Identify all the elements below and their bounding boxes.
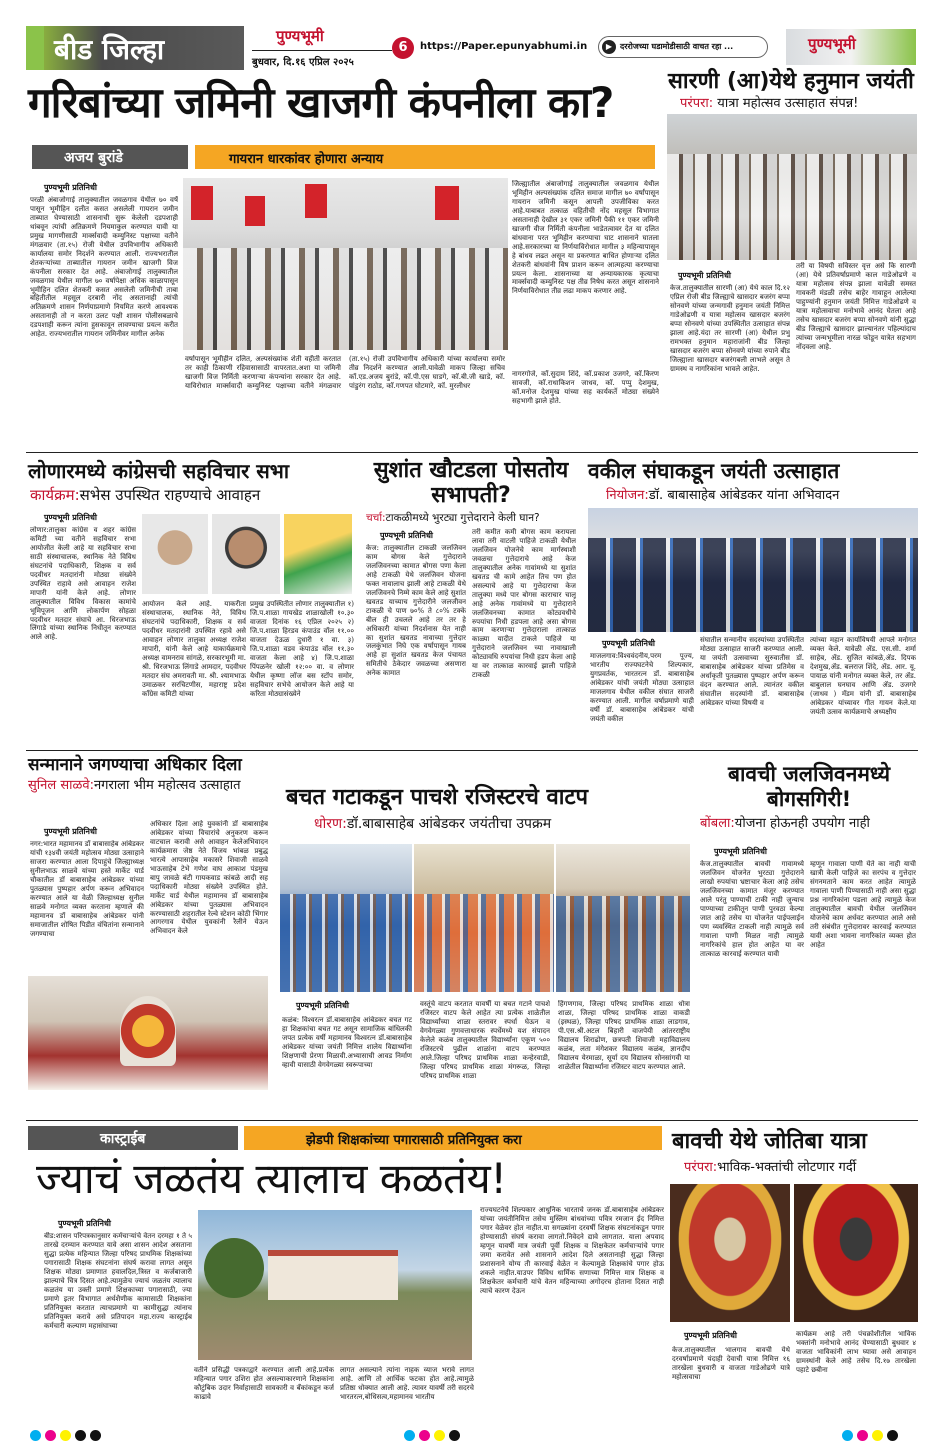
lonar-column-1: लोणार:तालुका कांग्रेस व शहर कांग्रेस कमिटी च्या वतीने सहविचार सभा आयोजीत केली आहे या सहविचार सभा साठी संस्थाचालक, स्थानिक नेते विविध संघटनांचे पदाधिकारी, शिक्षक व सर्व पदवीधर मतदारांनी मोठ्या संख्येने उपस्थित राहावे असे आवाहन राजेश मापारी यांनी केले आहे. लोणार तालुक्यातील विविध विकास कामांचे भूमिपूजन आणि लोकार्पण सोहळा पदवीधर मतदार संघाचे आ. धिरजभाऊ लिंगाडे यांच्या स्थानिक निधीतून करण्यात आले आहे. [30, 526, 136, 642]
castribe-headline: ज्याचं जळतंय त्यालाच कळतंय! [36, 1154, 507, 1203]
brand-logo: पुण्यभूमी [276, 27, 324, 45]
jotiba-subhead [684, 1160, 856, 1176]
sanman-column-2: अधिकार दिला आहे युवकांनी डॉ बाबासाहेब आंबेडकर यांच्या विचारांचे अनुकरण करून वाटचाल करावी असे आवाहन केलेअभिवादन कार्यक्रमास जेष्ठ नेते विजय भांबळ प्रबुद्ध भारत्ये आपासाहेब मकासरे शिवाजी साळवे भाऊसाहेब टेभे गणेश वाघ आकाश पंडमुख बापु जावळे बंटी गायकवाड कांबळे आदी सह पदाधिकारी मोठ्या संख्येने उपस्थित होते. मार्केट यार्ड येथील महामानव डॉ बाबासाहेब आंबेडकर यांच्या पुतळ्यास अभिवादन करण्यासाठी शहरातील रेल्वे स्टेशन कोठी भिंगार आगरगाव येथील युवकांनी रैलीने येऊन अभिवादन केले [150, 820, 268, 936]
registration-marks-right [840, 1426, 900, 1445]
registration-marks-left [28, 1426, 103, 1445]
reg-dot-magenta [45, 1430, 56, 1441]
castribe-column-3: लागत असल्याने त्यांना नाहक व्याज भरावे लागत आहे. आणि तो आर्थिक फटका होत आहे.त्यामुळे प्रतिष्ठा धोक्यात आली आहे. त्यावर यावर्षी तरी सदरचे भारतरत्न,बोधिसत्व,महामानव भारतीय [340, 1366, 474, 1401]
dateline: बुधवार, दि.१६ एप्रिल २०२५ [252, 57, 354, 68]
reg-dot-black [75, 1430, 86, 1441]
lead-photo-protest [183, 178, 508, 350]
row-divider-2 [26, 750, 918, 751]
sarani-sub: यात्रा महोत्सव उत्साहात संपन्न! [713, 96, 859, 111]
jotiba-kicker: परंपरा: [684, 1160, 718, 1175]
bachat-kids-1 [280, 894, 412, 992]
bavachi-kicker: बोंबला: [700, 816, 735, 831]
bavachi-column-2: म्हणून गावाला पाणी येते का नाही याची खात्री केली पाहिजे का सरपंच व गुत्तेदार संगनमताने काम करत आहेत त्यामुळे गावाला पाणी पिण्यासाठी नाही असा सुद्धा प्रश्न नागरिकांना पडला आहे त्यामुळे केज तालुक्यातील बावची येथील जलजिवन योजनेचे काम अर्धवट करण्यात आले असे तरी संबंधीत गुत्तेदारावर कारवाई करण्यात यावी अशा भावना नागरिकांत व्यक्त होत आहेत [810, 860, 916, 949]
sushant-column-2: तरी कमीत कमी बोगस काम करायला लावा तरी वाटली पाहिजे टाकळी येथील जलजिवन योजनेचे काम मार्गस्थाशी जवळचा गुत्तेदाराचे आहे केज तालुक्यातील अनेक गावांमध्ये या सुशांत खवतड ची कामे आहेत तिच पण होत असल्याचे आहे या गुत्तेदाराचा केज तालुक्या मध्ये पार बोगस काराचार चालू आहे अनेक गावांमध्ये या गुत्तेदाराने जलजिवनच्या कामात कोट्यवधीचे रुपयांचा निधी हडपला आहे असा बोगस काम करणाऱ्या गुत्तेदाराला तात्काळ काळ्या यादीत टाकले पाहिजे या गुत्तेदाराने जलजिवन च्या नावाखाली कोट्यावधि रुपयांचा निधी हडप केला आहे या वर तात्काळ कारवाई झाली पाहिजे टाकळी [472, 528, 576, 680]
jotiba-sub: भाविक-भक्तांची लोटणार गर्दी [717, 1160, 857, 1175]
lonar-subhead [30, 486, 260, 504]
sarani-crowd [667, 154, 917, 260]
jotiba-photo-idol-2 [794, 1184, 918, 1322]
bachat-photo-3 [556, 844, 690, 992]
vakil-kicker: नियोजन: [606, 488, 649, 503]
flag-4 [435, 186, 459, 220]
sarani-kicker: परंपरा: [680, 96, 714, 111]
lead-strap-band [195, 145, 655, 169]
sarani-byline: पुण्यभूमी प्रतिनिधी [678, 271, 731, 280]
jotiba-column-2: कार्यक्रम आहे तरी पंचक्रोशीतील भाविक भक्तांनी मनोभावे आनंद घेण्यासाठी बुधवार ४ वाजता भाविकांनी लाभ घ्यावा असे आवाहन ग्रामस्थांनी केले आहे तसेच दि.१७ तारखेला पहाटे छबीना [796, 1330, 916, 1374]
bachat-column-2: वस्तूंचे वाटप करतात यावर्षी या बचत गटाने पाचशे रजिस्टर वाटप केले आहेत त्या प्रत्येक शाळेतील विद्यार्थ्यांच्या शाळा स्तरावर स्पर्धा घेऊन व वेगवेगळ्या गुणवत्ताधारक स्पर्धेमध्ये यश संपादन केलेले कळंब तालुक्यातील विद्यार्थ्यांना एकूण ५०० रजिस्टरचे पुढील शाळांना वाटप करण्यात आले.जिल्हा परिषद प्राथमिक शाळा कन्हेरवाडी, जिल्हा परिषद प्राथमिक शाळा मंगरूळ, जिल्हा परिषद प्राथमिक शाळा [420, 1000, 550, 1080]
lead-strap: गायरान धारकांवर होणारा अन्याय [229, 152, 384, 167]
lead-author-band [32, 145, 188, 169]
lead-headline: गरिबांच्या जमिनी खाजगी कंपनीला का? [28, 78, 614, 127]
lonar-portrait-3 [284, 514, 352, 594]
sushant-sub: टाकळीमध्ये भुरट्या गुत्तेदाराने केली घान? [385, 512, 540, 524]
lead-byline: पुण्यभूमी प्रतिनिधी [44, 183, 97, 192]
sanman-headline: सन्मानाने जगण्याचा अधिकार दिला [28, 755, 242, 775]
sushant-byline: पुण्यभूमी प्रतिनिधी [380, 531, 433, 540]
lonar-kicker: कार्यक्रम: [30, 486, 80, 504]
bachat-sub: डॉ.बाबासाहेब आंबेडकर जयंतीचा उपक्रम [346, 816, 552, 832]
sanman-sub: नगराला भीम महोत्सव उत्साहात [93, 778, 241, 793]
teaser-text: दररोजच्या घडामोडीसाठी वाचत रहा ... [620, 42, 734, 51]
row-divider-1 [26, 452, 918, 453]
bachat-photo-1 [280, 844, 412, 992]
brand-right-text: पुण्यभूमी [808, 35, 856, 53]
bavachi-column-1: केज.तालुक्यातील बावची गावामध्ये जलजिवन योजनेत भुरट्या गुत्तेदाराने लाखो रुपयांचा भ्रष्टाचार केला आहे तसेच जलजिवनच्या कामात मंजूर करण्यात आले परंतु पाण्याची टाकी नाही जुन्याच पाण्याच्या टाकीतून पाणी पुरवठा केल्या जात आहे तसेच या योजनेत पाईपलाईन पण व्यवस्थित टाकली नाही त्यामुळे सर्व गावाला पाणी मिळत नाही त्यामुळे नागरिकांचे हाल होत आहेत या वर तात्काळ कारवाई करण्यात यावी [700, 860, 804, 958]
sarani-subhead [680, 96, 858, 112]
jotiba-byline: पुण्यभूमी प्रतिनिधी [684, 1331, 737, 1340]
reg-dot-cyan [30, 1430, 41, 1441]
page-number: 6 [392, 37, 414, 59]
vakil-column-2: संघातील सन्मानीय सदस्यांच्या उपस्थितीत मोठ्या उत्साहात साजरी करण्यात आली. या जयंती उत्सवाच्या सुरुवातीस डॉ. बाबासाहेब आंबेडकर यांच्या प्रतिमेस व अर्धाकृती पुतळ्यास पुष्पहार अर्पण करून वंदन करण्यात आले. त्यानंतर वकील संघातील सदस्यांनी डॉ. बाबासाहेब आंबेडकर यांच्या विषयी व [700, 636, 804, 707]
vakil-headline: वकील संघाकडून जयंती उत्साहात [588, 459, 840, 483]
bachat-column-3: हिंगणगाव, जिल्हा परिषद प्राथमिक शाळा धोत्रा शाळा, जिल्हा परिषद प्राथमिक शाळा वाकडी (इस्थळ), जिल्हा परिषद प्राथमिक शाळा लाडगाव, पी.एस.श्री.अटल बिहारी वाजपेयी आंतरराष्ट्रीय विद्यालय शिराढोण, छत्रपती शिवाजी महाविद्यालय कळंब, लता मंगेशकर विद्यालय कळंब, ज्ञानदीप विद्यालय येरमाळा, सूर्या दय विद्यालय सोनसांगवी या शाळेतील विद्यार्थ्यांना रजिस्टर वाटप करण्यात आले. [558, 1000, 690, 1071]
lonar-portrait-1 [142, 514, 208, 594]
bachat-photo-2 [414, 844, 554, 992]
sushant-headline: सुशांत खौटडला पोसतोय सभापती? [373, 458, 569, 509]
bachat-headline: बचत गटाकडून पाचशे रजिस्टरचे वाटप [286, 785, 589, 810]
sarani-photo [667, 114, 917, 260]
castribe-column-1: बीड:शासन परिपत्रकानुसार कर्मचाऱ्यांचे वेतन दरमहा १ ते ५ तारखे दरम्यान करण्यात यावे असा शासन आदेश असताना सुद्धा प्रत्येक महिन्यात जिल्हा परिषद प्राथमिक शिक्षकांच्या पगारासाठी शिक्षक संघटनांना संघर्ष करावा लागत असून शिक्षक मोठ्या प्रमाणात हवालदिल,त्रिस्त व कर्जबाजारी झाल्याचे चित्र दिसत आहे.त्यामुळेच ज्याचं जळतंय त्यालाच कळतंय या उक्ती प्रमाणे शिक्षकाच्या पगारासाठी, ज्या प्रमाणे इतर विभागात अर्थशैणीक कामासाठी शिक्षकांना प्रतिनियुक्त करतात त्याचप्रमाणे या कामीसुद्धा त्यांनाच प्रतिनियुक्त करावे असे प्रतिपादन महा.राज्य कास्ट्राईब कर्मचारी कल्याण महासंघाच्या [44, 1232, 192, 1330]
lonar-portrait-2 [212, 514, 280, 594]
reg-dot-magenta [419, 1430, 430, 1441]
bachat-subhead [314, 816, 551, 833]
bachat-kids-2 [414, 894, 554, 992]
jotiba-headline: बावची येथे जोतिबा यात्रा [672, 1129, 867, 1154]
lead-column-1: परळी अंबाजोगाई तालुक्यातील जवळगाव येथील ७० वर्षे पासून भूमीहिन दलीत कसत असलेली गायरान जमीन ताब्यात घेण्यासाठी शासनाची सुरू केलेली दडपशाही थांबवून त्यांची अतिक्रमणे नियमाकुल करण्यात यावी या प्रमुख मागणीसाठी मार्क्सवादी कम्युनिस्ट पक्षाच्या वतीने मंगळवार (ता.१५) रोजी येथील उपविभागीय अधिकारी कार्यालया समोर निदर्शने करण्यात आली. राज्यभरातील शेतकऱ्यांच्या ताब्यातील गायरान जमीन खाजगी विज कंपनीला सरकार देत आहे. अंबाजोगाई तालुक्यातील जवळगाव येथील मागील ७० वर्षापेक्षा अधिक काळापासून भूमीहिन दलित शेतकरी कसत असलेली जमिनीची ताबा बहितीतील महसूल दरबारी नोंद असतानाही त्यांची अतिक्रमणे शासन निर्णयाप्रमाणे नियमित करणे आवश्यक असतानाही तो न करता उलट पक्षी शासन पोलीसबळाचे दडपशाही करून त्यांना हुसकावून लावण्याचा प्रयत्न करीत आहेत. राज्यभरातील गायरान जमिनीवर मागील अनेक [30, 196, 178, 339]
reg-dot-black [887, 1430, 898, 1441]
bachat-kicker: धोरण: [314, 816, 347, 832]
bavachi-headline: बावची जलजिवनमध्ये बोगसगिरी! [728, 762, 890, 812]
reg-dot-magenta [857, 1430, 868, 1441]
reg-dot-cyan [404, 1430, 415, 1441]
jotiba-column-1: केज.तालुक्यातील भालगाव बावची येथे दरवर्षाप्रमाणे यंदाही देवाची यात्रा निमित्त १६ तारखेला बुधवारी व वाजता गाडेओढणे यात्रे महोत्सवाचा [672, 1346, 790, 1381]
lonar-byline: पुण्यभूमी प्रतिनिधी [44, 513, 97, 522]
play-icon: ▶ [602, 40, 616, 54]
bavachi-subhead [700, 816, 870, 832]
castribe-tag: कास्ट्राईब [100, 1131, 146, 1147]
sanman-subhead [28, 778, 241, 794]
bavachi-byline: पुण्यभूमी प्रतिनिधी [714, 847, 767, 856]
crowd [183, 248, 508, 350]
row-divider-3 [26, 1120, 918, 1121]
brand-badge-right [786, 29, 916, 65]
reg-dot-cyan [842, 1430, 853, 1441]
vakil-group [588, 538, 918, 632]
flag-1 [191, 186, 213, 220]
vakil-photo [588, 508, 918, 632]
vakil-column-1: माजलगाव:विश्ववंदनीय,परम पूज्य, भारतीय राज्यघटनेचे शिल्पकार, युगप्रवर्तक, भारतरत्न डॉ. बाबासाहेब आंबेडकर यांची जयंती मोठ्या उत्साहात माजलगाव येथील वकील संघात साजरी करण्यात आली. मागील वर्षाप्रमाणे याही वर्षी डॉ. बाबासाहेब आंबेडकर यांची जयंती वकील [590, 652, 694, 723]
lead-column-3: जिल्ह्यातील अंबाजोगाई तालुक्यातील जवळगाव येथील भूमिहीन अल्पसंख्यांक दलित समाज मागील ७० वर्षांपासून गायरान जमिनी कसून आपली उपजीविका करत आहे.याबाबत तत्काळ वहितीची नोंद महसूल विभागात असतानाही देखील ३१ एकर जमिनी पैकी ११ एकर जमिनी खाजगी वीज निर्मिती कंपनीला भाडेतत्वावर देत या दलित बांधवाना परत भूमिहीन करण्याचा घाट शासनाने घातला आहे.सरकारच्या या निर्णयाविरोधात मागील ३ महिन्यापासून हे बांधव लढत असून या प्रकरणात बाधित होणाऱ्या दलित शेतकरी बांधवांनी विष प्राशन करून आत्महत्या करण्याचा प्रयत्न केला. शासनाच्या या अन्यायकारक कृत्याचा मार्क्सवादी कम्युनिस्ट पक्ष तीव्र निषेध करत असून शासनाने निर्णयाविरोधात तीव्र लढा माकप करणार आहे. [512, 180, 659, 296]
lead-photo-caption: वर्षापासून भूमीहीन दलित, अल्पसंख्यांक शेती वहीती करतात तर काही ठिकाणी रहिवासासाठी वापरतात.अशा या जमिनी खाजगी विज निर्मिती करणाऱ्या कंपन्यांना सरकार देत आहे. याविरोधात मार्क्सवादी कम्युनिस्ट पक्षाच्या वतीने मंगळवार (ता.१५) रोजी उपविभागीय अधिकारी यांच्या कार्यालया समोर तीव्र निदर्शने करण्यात आली.यावेळी माकप जिल्हा सचिव कॉ.एड.अजय बुरांडे, कॉ.पी.एस घाडगे, कॉ.बी.जी खाडे, कॉ. पांडुरंग राठोड, कॉ.गणपत घोटमारे, कॉ. मुरलीधर [185, 355, 505, 390]
castribe-column-4: राज्यघटनेचे शिल्पकार आधुनिक भारताचे जनक डॉ.बाबासाहेब आंबेडकर यांच्या जयंतीनिमित्त तसेच मुस्लिम बांधवांच्या पवित्र रमजान ईद निमित्त पगार वेळेवर होत नाहीत.या सगळ्यांना दरवर्षी शिक्षक संघटनांकडून पगार होण्यासाठी संघर्ष करावा लागतो.निवेदने द्यावे लागतात. याला अपवाद म्हणून यावर्षी मात्र जयंती पूर्वी शिक्षक व शिक्षकेतर कर्मचाऱ्यांचे पगार जमा करावेत असे शासनाने आदेश दिले असतानाही सुद्धा जिल्हा प्रशासनाने योग्य ती कारवाई वेळेत न केल्यामुळे शिक्षकांचे पगार होऊ शकले नाहीत.याउपर विविध धार्मिक सणाच्या निमित्त मात्र शिक्षक व शिक्षकेतर कर्मचारी यांचे वेतन महिन्याच्या अगोदरच होताना दिसत नाही त्याचे कारण देऊन [480, 1206, 664, 1295]
vakil-column-3: त्यांच्या महान कार्याविषयी आपले मनोगत व्यक्त केले. यावेळी ॲड. एस.सी. शर्मा साहेब, ॲड. सुजित कांबळे,ॲड. दिपक देशमुख,ॲड. बलराज शिंदे, ॲड. आर. यू. पायाळ यांनी मनोगत व्यक्त केले, तर ॲड. बाबुलाल घनघाव आणि ॲड. उजगरे (जाधव ) मॅडम यांनी डॉ. बाबासाहेब आंबेडकर यांच्यावर गीत गायन केले.या जयंती उत्सव कार्यक्रमाचे अध्यक्षीय [810, 636, 916, 716]
castribe-strap: झेडपी शिक्षकांच्या पगारासाठी प्रतिनियुक्त करा [306, 1133, 522, 1148]
masthead [26, 26, 916, 70]
castribe-strap-band [244, 1126, 662, 1150]
edition-url[interactable]: https://Paper.epunyabhumi.in [420, 41, 588, 52]
lead-author: अजय बुरांडे [64, 150, 123, 166]
lead-column-3-tail: नागरगोजे, कॉ.सुदाम शिंदे, कॉ.प्रकाश उजगरे, कॉ.किरण सावजी, कॉ.राधाकिशन जाधव, कॉ. पप्पु देशमुख, कॉ.मनोज देशमुख यांच्या सह कार्यकर्ते मोठ्या संख्येने सहभागी झाले होते. [512, 370, 659, 405]
bavachi-sub: योजना होऊनही उपयोग नाही [734, 816, 870, 831]
reg-dot-yellow [434, 1430, 445, 1441]
section-flag [26, 26, 44, 70]
vakil-sub: डॉ. बाबासाहेब आंबेडकर यांना अभिवादन [648, 488, 840, 503]
sarani-column-2: तरी या विषयी सविस्तर वृत्त असे कि सारणी (आ) येथे प्रतिवर्षाप्रमाणे काल गाडेओढणे व यात्रा महोत्सव संपन्न झाला यावेळी समस्त गावकरी मंडळी तसेच बाहेर गावाहून आलेल्या पाहुण्यांनी हनुमान जयंती निमित्त गाडेओढणे व यात्रा महोत्सवाचा मनोभावे आनंद घेतला आहे तसेच खासदार बजरंग बप्पा सोनवणे यांनी सुद्धा बीड जिल्ह्याचे खासदार झाल्यानंतर पहिल्यांदाच त्यांच्या जन्मभूमीला नारळ फोडून यात्रेत सहभाग नोंदवला आहे. [796, 262, 916, 351]
bachat-kids-3 [556, 896, 690, 992]
castribe-building [268, 1250, 398, 1300]
sushant-kicker: चर्चा: [366, 512, 386, 524]
castribe-photo [198, 1210, 472, 1360]
section-title: बीड जिल्हा [54, 33, 165, 66]
bachat-byline: पुण्यभूमी प्रतिनिधी [296, 1001, 349, 1010]
sanman-kicker: सुनिल साळवे: [28, 778, 94, 793]
castribe-tree [204, 1238, 264, 1298]
reg-dot-yellow [872, 1430, 883, 1441]
castribe-byline: पुण्यभूमी प्रतिनिधी [58, 1219, 111, 1228]
reg-dot-yellow [60, 1430, 71, 1441]
section-badge [26, 26, 244, 70]
lonar-column-3: प्रमुख उपस्थितीत लोणार तालुक्यातील १) जि.प.शाळा गायखेड शाळाखोली १०.३० वाजता दिनांक १६ एप्रिल २०२५ २) जि.प.शाळा हिरडव कंपाउंड वॉल ११.०० वाजता देऊळ दुधारी १ वा. ३) जि.प.शाळा वडव कंपाउंड वॉल ११.३० वाजता केला आहे ४) जि.प.शाळा पिंपळनेर खोली १२:०० वा. व लोणार येथील कृष्णा लॉज बस स्टॉप समोर, सहविचार सभेचे आयोजन केले आहे या करिता मोठ्यासंख्येने [250, 600, 354, 698]
castribe-column-2: वतीने प्रसिद्धी पत्रकाद्वारे करण्यात आली आहे.प्रत्येक महिन्यात पगार उशिरा होत असल्याकारणाने शिक्षकांना कौटुंबिक उदार निर्वाहासाठी सावकारी व बँकांकडून कर्ज काढावे [194, 1366, 334, 1401]
lonar-headline: लोणारमध्ये कांग्रेसची सहविचार सभा [28, 459, 290, 483]
masthead-rule [252, 50, 392, 51]
sarani-column-1: केज.तालुक्यातील सारणी (आ) येथे काल दि.१२ एप्रिल रोजी बीड जिल्ह्याचे खासदार बजरंग बप्पा सोनवणे यांच्या जन्मगावी हनुमान जयंती निमित्त गाडेओढणी व यात्रा महोत्सव खासदार बजरंग बप्पा सोनवणे यांच्या उपस्थितीत उत्साहात संपन्न झाला आहे.यंदा तर सारणी (आ) येथील प्रभु रामभक्त हनुमान महाराजांनी बीड जिल्हा खासदार बजरंग बप्पा सोनवणे यांच्या रुपाने बीड जिल्ह्याला खासदार बजरंगबली लाभले असून ते ग्रामस्थ व नागरिकांना भावले आहेत. [670, 284, 790, 373]
sanman-photo [28, 976, 268, 1090]
jotiba-photo-idol-1 [670, 1184, 790, 1322]
bachat-column-1: कळंब: विश्वरत्न डॉ.बाबासाहेब आंबेडकर बचत गट हा शिक्षकांचा बचत गट असून सामाजिक बांधिलकी जपत प्रत्येक वर्षी महामानव विश्वरत्न डॉ.बाबासाहेब आंबेडकर यांच्या जयंती निमित्त शालेय विद्यार्थ्यांना शिक्षणाची प्रेरणा मिळावी.अभ्यासाची आवड निर्माण व्हावी यासाठी वेगवेगळ्या स्वरूपाच्या [282, 1016, 412, 1069]
reg-dot-black-2 [90, 1430, 101, 1441]
reg-dot-black [449, 1430, 460, 1441]
flag-3 [305, 184, 327, 218]
teaser-bar [598, 36, 768, 58]
lonar-sub: सभेस उपस्थित राहण्याचे आवाहन [79, 486, 261, 504]
sanman-garland [120, 996, 176, 1066]
sushant-column-1: केज: तालुक्यातील टाकळी जलजिवन काम बोगस केले गुत्तेदाराने जलजिवनच्या कामात बोगस पणा केला आहे टाकळी येथे जलजिवन योजना फक्त नावालाच झाली आहे टाकळी येथे जलजिवनचे निम्मे काम केले आहे सुशांत खवतड याच्याच गुत्तेदारीने जलजीवन टाकळी चे पाण ७०% ते ८०% टक्के बील ही उचलले आहे तर तर हे अधिकारी यांच्या निदर्शनास येत नाही का सुशांत खवतड नावाच्या गुत्तेदार जलकुंभात निघे एक वर्षापासून गायब आहे हा सुशांत खवतड केज पंचायत समितीचे ठेकेदार जवळच्या असणारा अनेक कामात [366, 544, 466, 678]
castribe-tag-band [28, 1126, 238, 1150]
lonar-column-2: आयोजन केले आहे. याकरीता संस्थाचालक, स्थानिक नेते, विविध संघटनांचे पदाधिकारी, शिक्षक व सर्व पदवीधर मतदारांनी उपस्थित रहावे असे आवाहन लोणार तालुका अध्यक्ष राजेश मापारी, यांनी केले आहे याकार्यक्रमाचे अध्यक्ष वामनराव सांगळे, सरकारभूमी मा. श्री. धिरजभाऊ लिंगाडे आमदार, पदवीधर मतदार संघ अमरावती मा. श्री. श्यामभाऊ उमाळकर सरचिटणीस, महाराष्ट्र प्रदेश कॉंग्रेस कमिटी यांच्या [142, 600, 246, 698]
vakil-subhead [606, 488, 839, 504]
sushant-subhead [366, 512, 540, 525]
sanman-column-1: नगर:भारत महामानव डॉ बाबासाहेब आंबेडकर यांची १३४वी जयंती महोत्सव मोठ्या उत्साहाने साजरा करण्यात आला दिपाहुंचे जिल्ह्याध्यक्ष सुनीलभाऊ साळवे यांच्या हस्ते मार्केट यार्ड चौकातील डॉ बाबासाहेब आंबेडकर यांच्या पुतळ्यास पुष्पहार अर्पण करून अभिवादन करण्यात आले या वेळी जिल्हाध्यक्ष सुनील साळवे मनोगत व्यक्त करताना म्हणाले की महामानव डॉ बाबासाहेब आंबेडकर यांनी समाजातील शोषित पिडीत वंचितांना सन्मानाने जगण्याचा [30, 840, 144, 938]
registration-marks-center [402, 1426, 462, 1445]
sarani-headline: सारणी (आ)येथे हनुमान जयंती [668, 69, 914, 94]
vakil-byline: पुण्यभूमी प्रतिनिधी [602, 639, 655, 648]
flag-2 [245, 196, 265, 226]
sanman-byline: पुण्यभूमी प्रतिनिधी [44, 827, 97, 836]
